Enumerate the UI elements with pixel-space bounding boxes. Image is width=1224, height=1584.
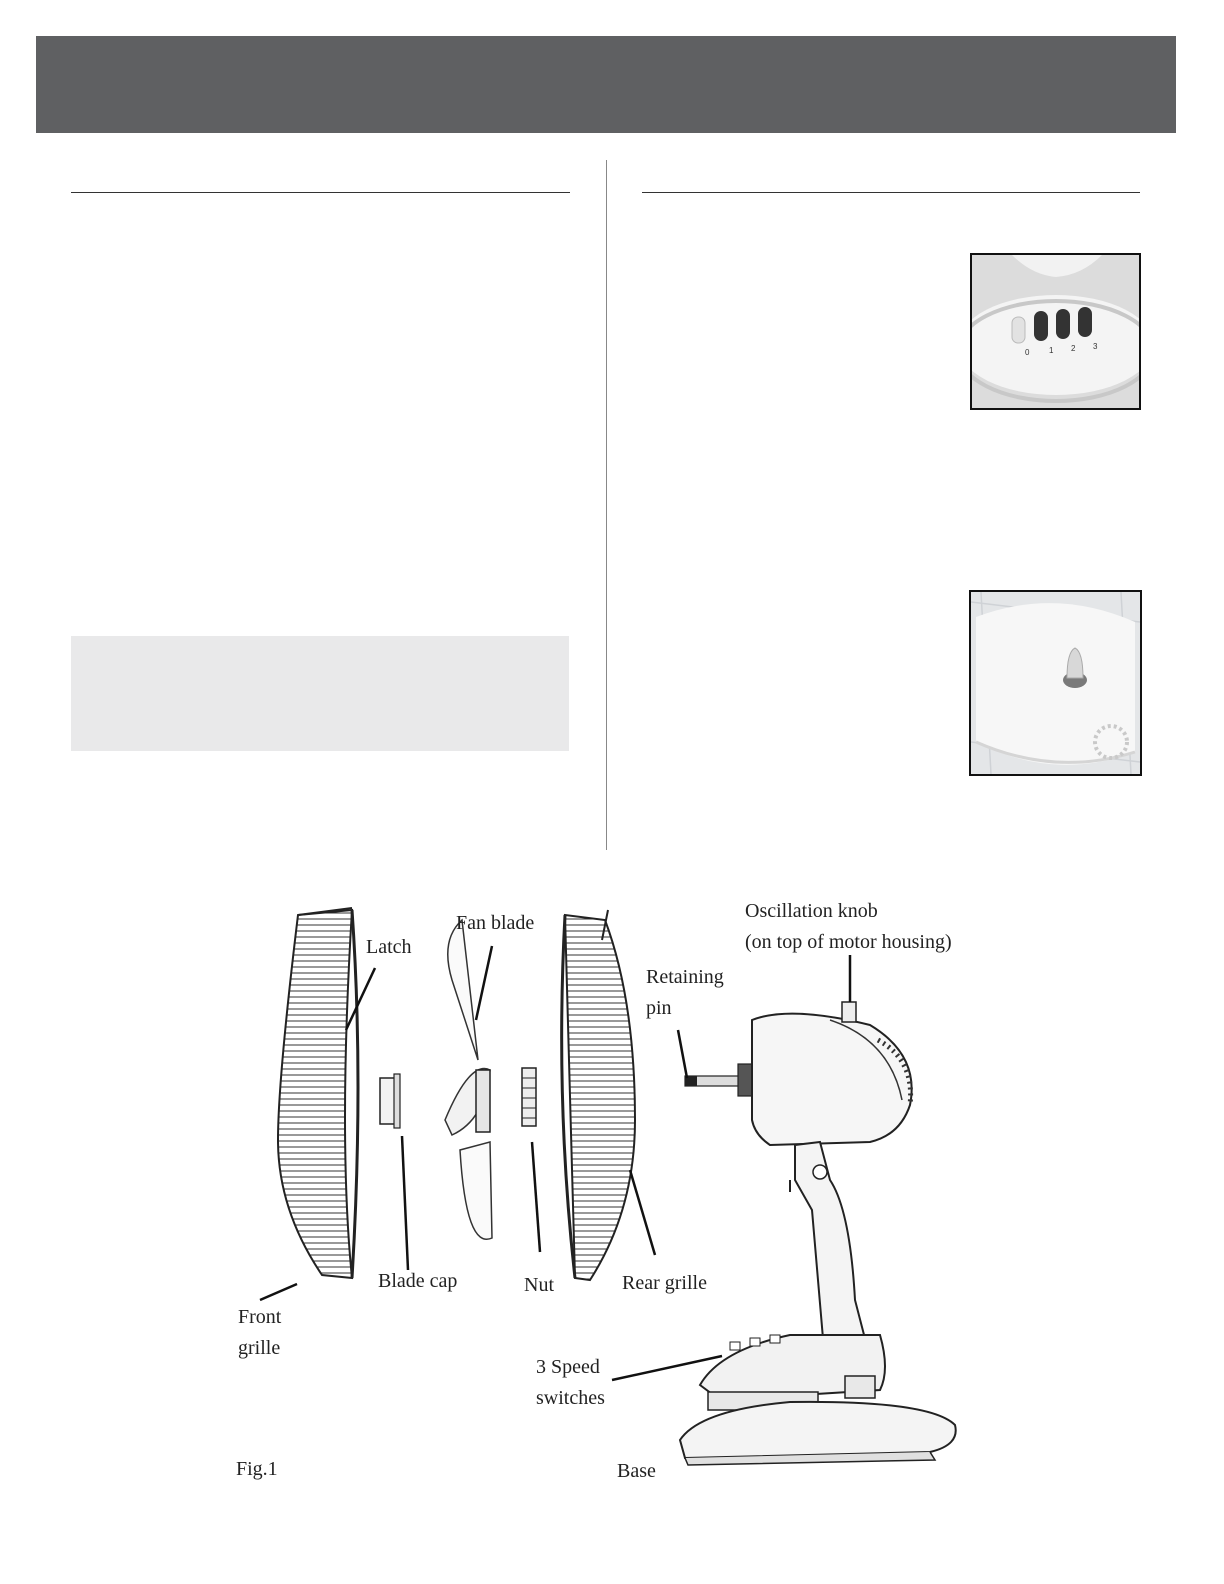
label-fan-blade: Fan blade: [456, 912, 535, 934]
header-bar: [36, 36, 1176, 133]
fan-blade-drawing: [445, 920, 492, 1239]
switch-number: 3: [1093, 342, 1098, 351]
retaining-pin-drawing: [685, 1064, 754, 1096]
left-section-rule: [71, 192, 570, 193]
column-divider: [606, 160, 607, 850]
label-rear-grille: Rear grille: [622, 1272, 707, 1294]
label-oscillation-knob: Oscillation knob (on top of motor housing): [745, 900, 952, 953]
label-retaining-pin: Retaining pin: [646, 966, 724, 1019]
label-nut: Nut: [524, 1274, 554, 1296]
figure-caption: Fig.1: [236, 1458, 278, 1480]
front-grille-drawing: [278, 908, 358, 1278]
note-box: [71, 636, 569, 751]
rear-grille-drawing: [562, 910, 635, 1280]
label-base: Base: [617, 1460, 656, 1482]
switch-number: 2: [1071, 344, 1076, 353]
switch-number: 0: [1025, 348, 1030, 357]
stand-drawing: [790, 1142, 870, 1362]
fan-exploded-diagram: [230, 880, 990, 1500]
switch-number: 1: [1049, 346, 1054, 355]
right-section-rule: [642, 192, 1140, 193]
label-front-grille: Front grille: [238, 1306, 282, 1359]
nut-drawing: [522, 1068, 536, 1126]
label-latch: Latch: [366, 936, 412, 958]
blade-cap-drawing: [380, 1074, 400, 1128]
motor-housing-drawing: [752, 1002, 912, 1145]
speed-switch-photo: [970, 253, 1141, 410]
oscillation-knob-photo: [969, 590, 1142, 776]
label-blade-cap: Blade cap: [378, 1270, 458, 1292]
switch-housing-drawing: [700, 1335, 885, 1410]
base-drawing: [680, 1402, 956, 1465]
label-speed-switches: 3 Speed switches: [536, 1356, 605, 1409]
